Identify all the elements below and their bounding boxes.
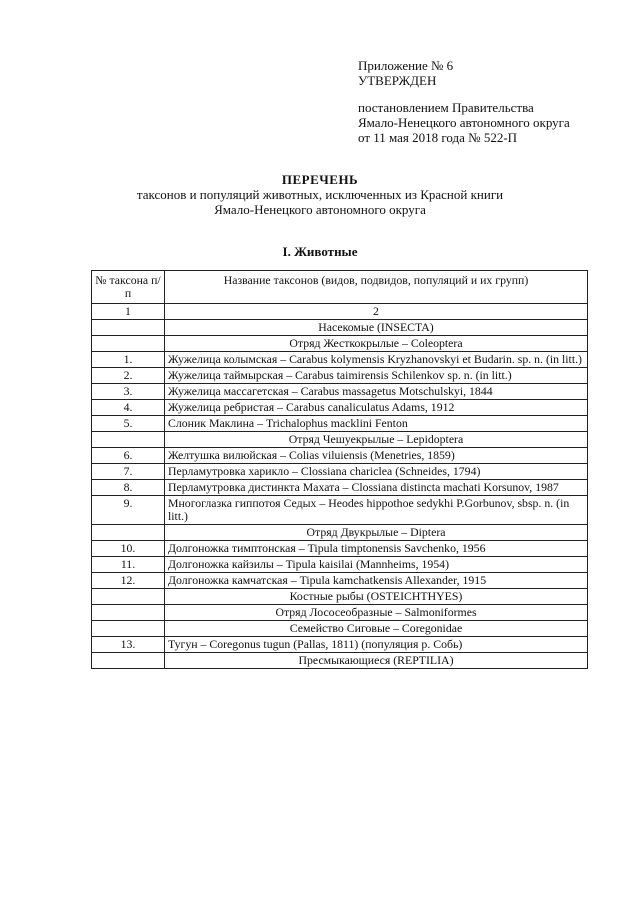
- taxon-name: Слоник Маклина – Trichalophus macklini Fenton: [165, 416, 588, 432]
- resolution-line: постановлением Правительства: [358, 100, 534, 115]
- column-number-row: [92, 304, 588, 320]
- table-row: [92, 448, 588, 464]
- table-row: [92, 352, 588, 368]
- taxon-name: Тугун – Coregonus tugun (Pallas, 1811) (популяция р. Собь): [165, 637, 588, 653]
- table-row: [92, 573, 588, 589]
- table-row: [92, 480, 588, 496]
- group-row: [92, 589, 588, 605]
- table-row: [92, 416, 588, 432]
- row-number: [92, 432, 165, 448]
- group-name: Пресмыкающиеся (REPTILIA): [165, 653, 588, 669]
- group-name: Отряд Чешуекрылые – Lepidoptera: [165, 432, 588, 448]
- taxon-name: Перламутровка харикло – Clossiana chariclea (Schneides, 1794): [165, 464, 588, 480]
- row-number: [92, 320, 165, 336]
- row-number: 4.: [92, 400, 165, 416]
- approval-block: [358, 58, 570, 145]
- date-line: от 11 мая 2018 года № 522-П: [358, 130, 518, 145]
- table-row: [92, 637, 588, 653]
- row-number: [92, 653, 165, 669]
- row-number: 3.: [92, 384, 165, 400]
- group-name: Отряд Жесткокрылые – Coleoptera: [165, 336, 588, 352]
- row-number: [92, 605, 165, 621]
- group-row: [92, 653, 588, 669]
- taxon-name: Желтушка вилюйская – Colias viluiensis (Menetries, 1859): [165, 448, 588, 464]
- group-row: [92, 605, 588, 621]
- taxon-name: Перламутровка дистинкта Махата – Clossiana distincta machati Korsunov, 1987: [165, 480, 588, 496]
- group-row: [92, 320, 588, 336]
- group-name: Семейство Сиговые – Coregonidae: [165, 621, 588, 637]
- row-number: [92, 621, 165, 637]
- taxon-name: Жужелица массагетская – Carabus massagetus Motschulskyi, 1844: [165, 384, 588, 400]
- section-title: I. Животные: [282, 244, 358, 259]
- table-row: [92, 557, 588, 573]
- table-row: [92, 464, 588, 480]
- row-number: [92, 336, 165, 352]
- row-number: 12.: [92, 573, 165, 589]
- row-number: 5.: [92, 416, 165, 432]
- taxon-name: Долгоножка тимптонская – Tipula timptonensis Savchenko, 1956: [165, 541, 588, 557]
- taxon-name: Жужелица таймырская – Carabus taimirensis Schilenkov sp. n. (in litt.): [165, 368, 588, 384]
- document-subtitle-1: таксонов и популяций животных, исключенных из Красной книги: [136, 187, 504, 202]
- appendix-number: Приложение № 6: [358, 58, 454, 73]
- group-row: [92, 621, 588, 637]
- taxon-name: Жужелица колымская – Carabus kolymensis Kryzhanovskyi et Budarin. sp. n. (in litt.): [165, 352, 588, 368]
- region-line: Ямало-Ненецкого автономного округа: [358, 115, 570, 130]
- table-row: [92, 496, 588, 525]
- row-number: 7.: [92, 464, 165, 480]
- row-number: 2.: [92, 368, 165, 384]
- taxon-name: Долгоножка кайзилы – Tipula kaisilai (Mannheims, 1954): [165, 557, 588, 573]
- row-number: [92, 589, 165, 605]
- row-number: 8.: [92, 480, 165, 496]
- table-header-row: [92, 271, 588, 304]
- row-number: 1.: [92, 352, 165, 368]
- row-number: [92, 525, 165, 541]
- taxon-name: Жужелица ребристая – Carabus canaliculatus Adams, 1912: [165, 400, 588, 416]
- approved-label: УТВЕРЖДЕН: [358, 73, 437, 88]
- document-title: ПЕРЕЧЕНЬ: [281, 172, 359, 187]
- group-name: Отряд Двукрылые – Diptera: [165, 525, 588, 541]
- group-name: Костные рыбы (OSTEICHTHYES): [165, 589, 588, 605]
- table-row: [92, 384, 588, 400]
- row-number: 13.: [92, 637, 165, 653]
- header-num: № таксона п/п: [92, 271, 165, 304]
- header-name: Название таксонов (видов, подвидов, популяций и их групп): [165, 271, 588, 304]
- taxon-name: Долгоножка камчатская – Tipula kamchatkensis Allexander, 1915: [165, 573, 588, 589]
- taxon-name: Многоглазка гиппотоя Седых – Heodes hippothoe sedykhi P.Gorbunov, sbsp. n. (in litt.): [165, 496, 588, 525]
- group-row: [92, 336, 588, 352]
- row-number: 10.: [92, 541, 165, 557]
- row-number: 11.: [92, 557, 165, 573]
- document-subtitle-2: Ямало-Ненецкого автономного округа: [214, 202, 426, 217]
- table-row: [92, 400, 588, 416]
- colnum-2: 2: [165, 304, 588, 320]
- group-name: Отряд Лососеобразные – Salmoniformes: [165, 605, 588, 621]
- row-number: 6.: [92, 448, 165, 464]
- table-row: [92, 541, 588, 557]
- group-name: Насекомые (INSECTA): [165, 320, 588, 336]
- row-number: 9.: [92, 496, 165, 525]
- colnum-1: 1: [92, 304, 165, 320]
- table-row: [92, 368, 588, 384]
- group-row: [92, 432, 588, 448]
- spacer: [358, 88, 570, 100]
- taxa-table: [91, 270, 588, 669]
- group-row: [92, 525, 588, 541]
- document-heading: [0, 172, 640, 217]
